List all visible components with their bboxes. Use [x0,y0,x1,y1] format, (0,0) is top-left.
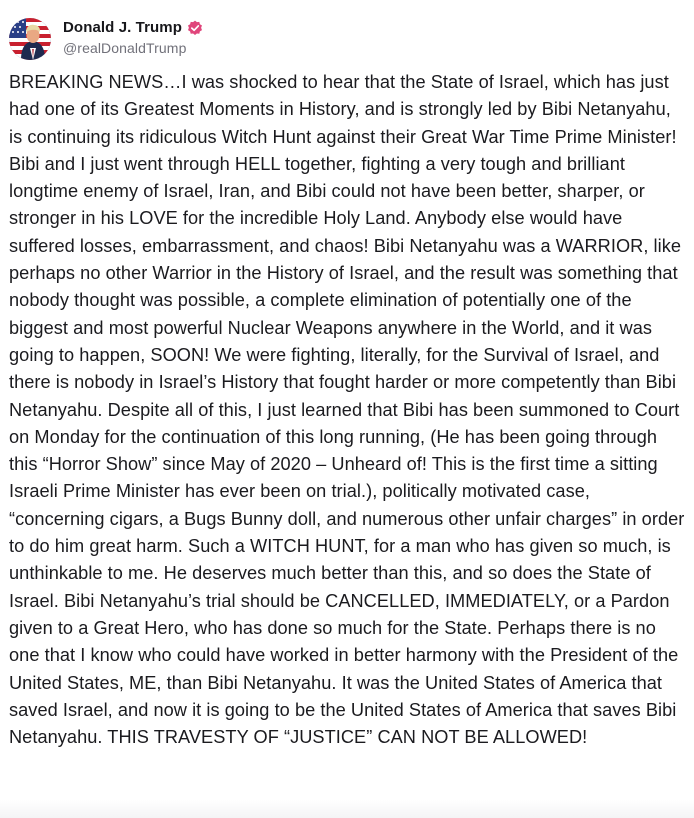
post-body-text: BREAKING NEWS…I was shocked to hear that the State of Israel, which has just had one of its Greatest Moments in History, and is strongly led by Bibi Netanyahu, is continuing its ridiculous Witch Hunt against their Great War Time Prime Minister! Bibi and I just went through HELL together, fighting a very tough and brilliant longtime enemy of Israel, Iran, and Bibi could not have been better, sharper, or stronger in his LOVE for the incredible Holy Land. Anybody else would have suffered losses, embarrassment, and chaos! Bibi Netanyahu was a WARRIOR, like perhaps no other Warrior in the History of Israel, and the result was something that nobody thought was possible, a complete elimination of potentially one of the biggest and most powerful Nuclear Weapons anywhere in the World, and it was going to happen, SOON! We were fighting, literally, for the Survival of Israel, and there is nobody in Israel’s History that fought harder or more competently than Bibi Netanyahu. Despite all of this, I just learned that Bibi has been summoned to Court on Monday for the continuation of this long running, (He has been going through this “Horror Show” since May of 2020 – Unheard of! This is the first time a sitting Israeli Prime Minister has ever been on trial.), politically motivated case, “concerning cigars, a Bugs Bunny doll, and numerous other unfair charges” in order to do him great harm. Such a WITCH HUNT, for a man who has given so much, is unthinkable to me. He deserves much better than this, and so does the State of Israel. Bibi Netanyahu’s trial should be CANCELLED, IMMEDIATELY, or a Pardon given to a Great Hero, who has done so much for the State. Perhaps there is no one that I know who could have worked in better harmony with the President of the United States, ME, than Bibi Netanyahu. It was the United States of America that saved Israel, and now it is going to be the United States of America that saves Bibi Netanyahu. THIS TRAVESTY OF “JUSTICE” CAN NOT BE ALLOWED! [9,72,685,748]
author-display-name[interactable]: Donald J. Trump [63,19,183,36]
avatar-image-icon [9,18,51,60]
name-row [63,17,203,39]
author-handle[interactable]: @realDonaldTrump [63,39,187,56]
author-info [63,17,203,56]
verified-badge-icon [187,20,203,36]
post-header [9,16,203,62]
avatar[interactable] [9,18,51,60]
